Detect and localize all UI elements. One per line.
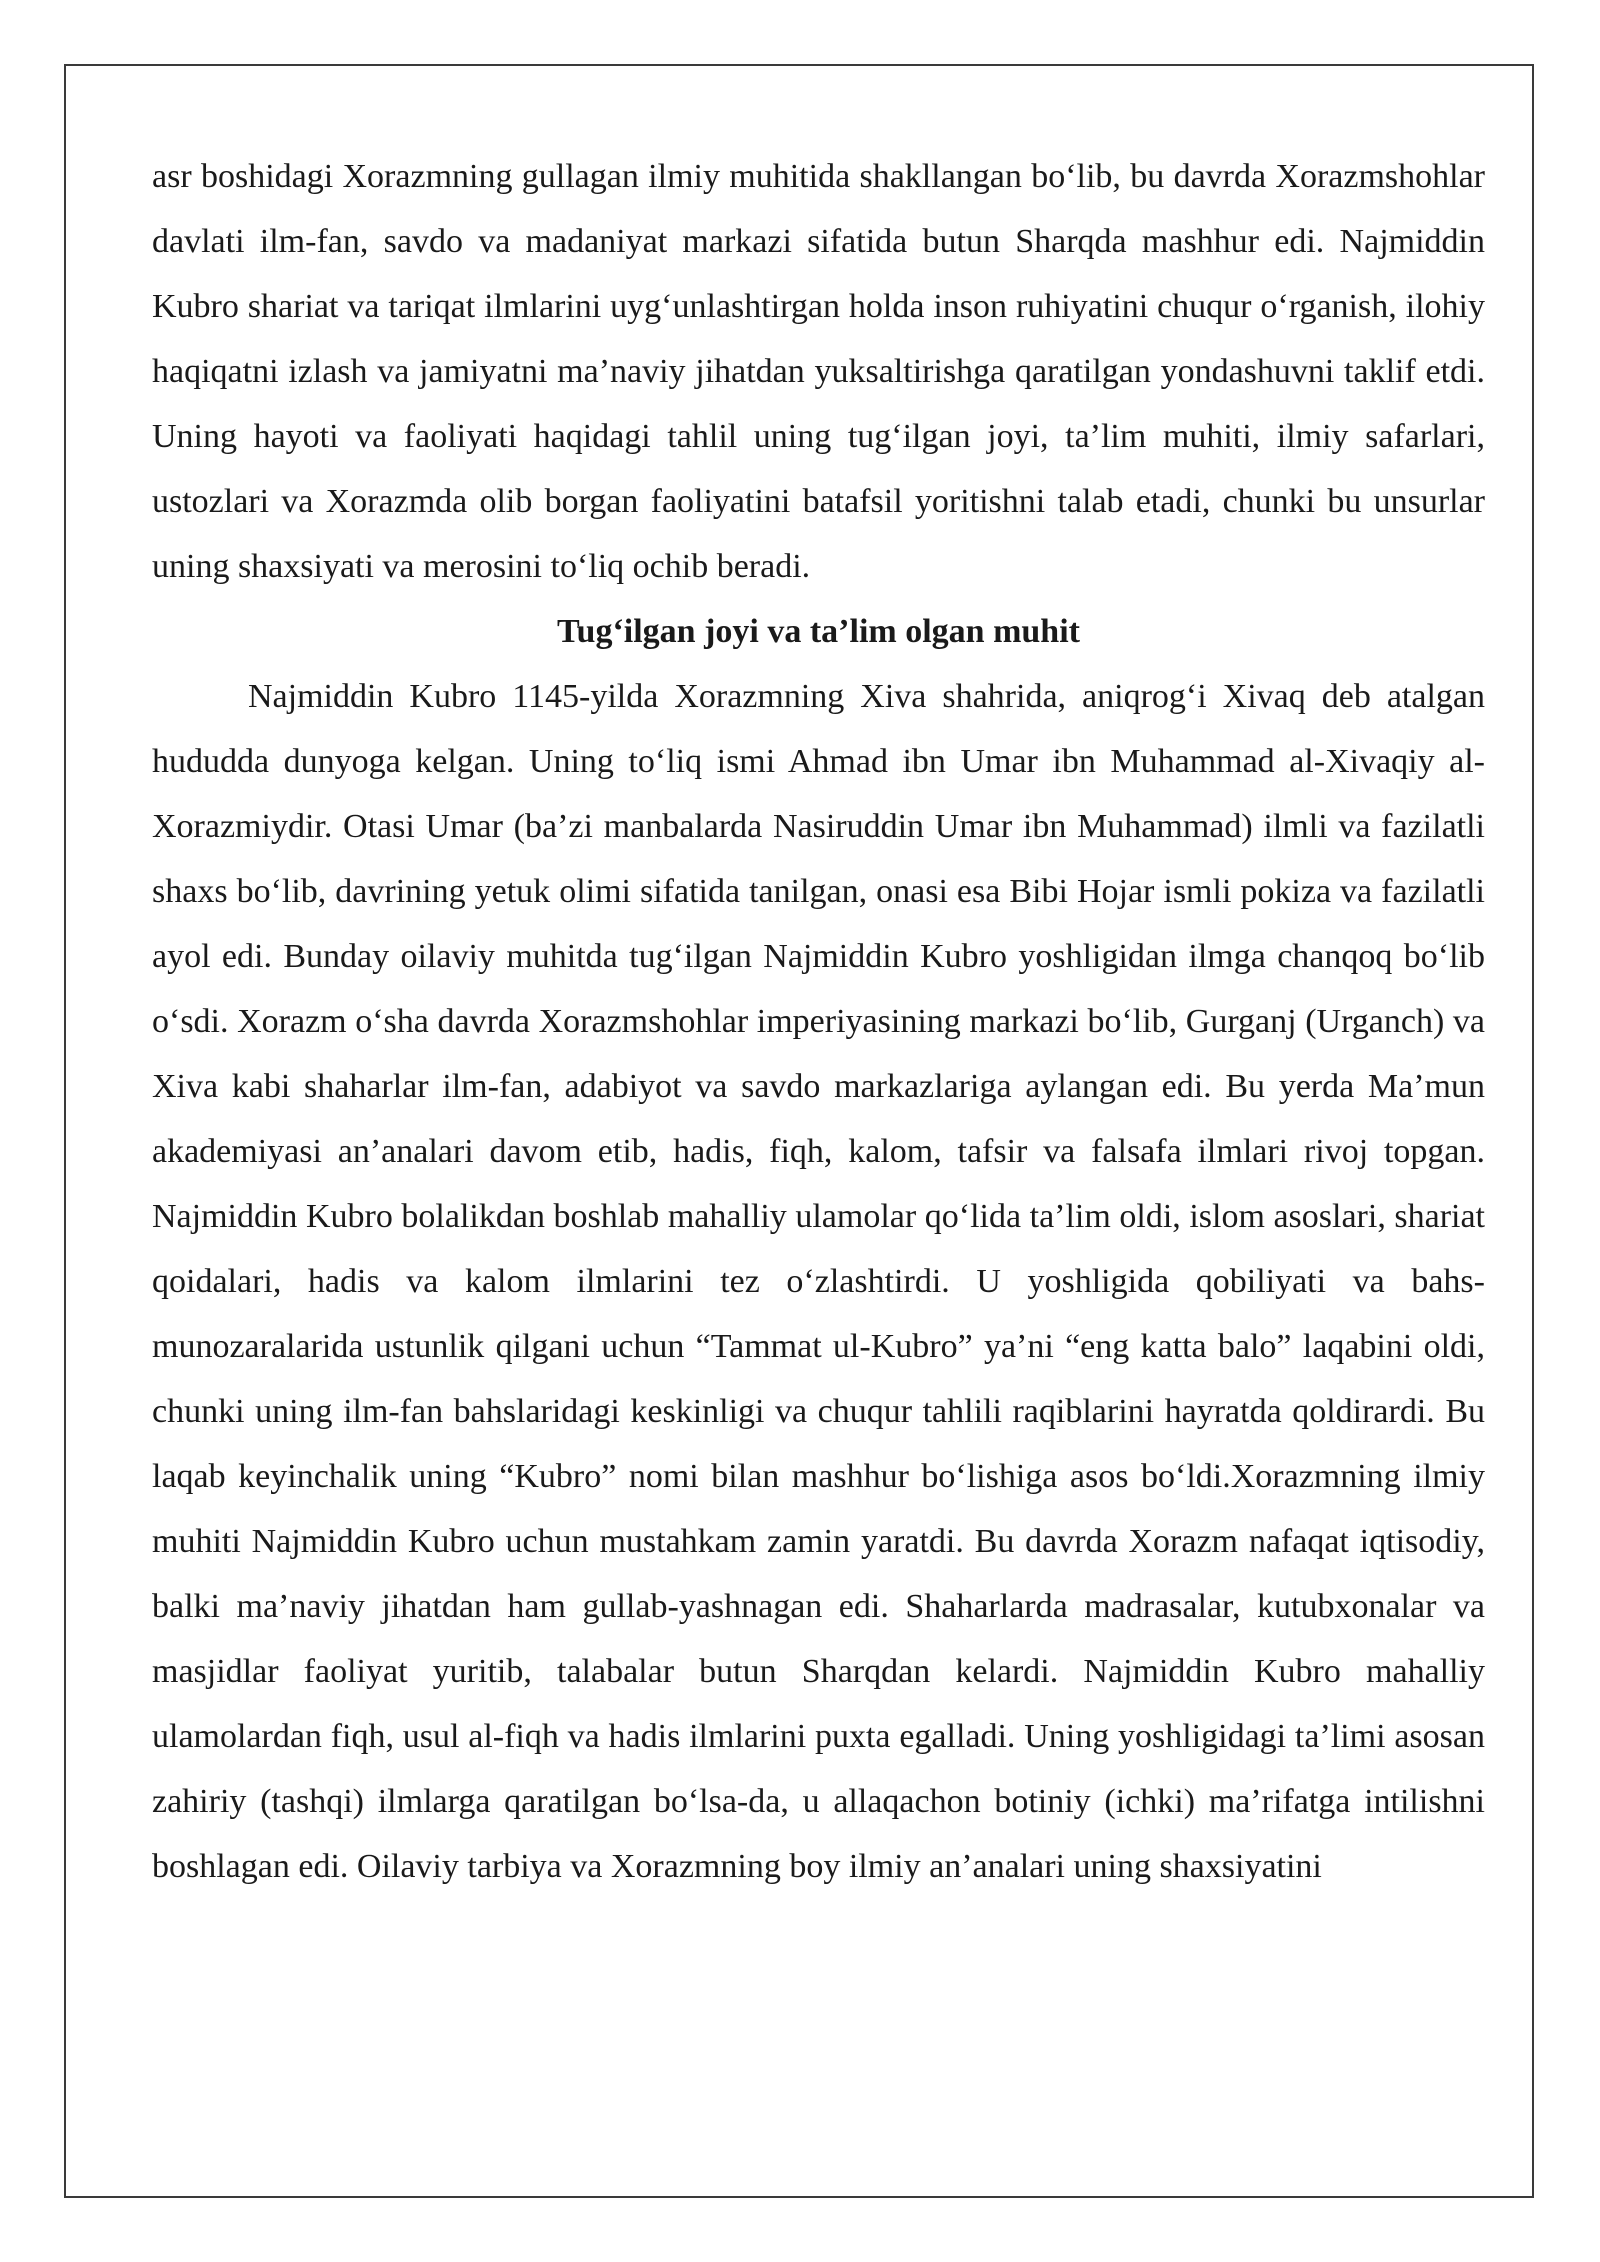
paragraph-birthplace: Najmiddin Kubro 1145-yilda Xorazmning Xiva shahrida, aniqrog‘i Xivaq deb atalgan hududda dunyoga kelgan. Uning to‘liq ismi Ahmad ibn Umar ibn Muhammad al-Xivaqiy al-Xorazmiydir. Otasi Umar (ba’zi manbalarda Nasiruddin Umar ibn Muhammad) ilmli va fazilatli shaxs bo‘lib, davrining yetuk olimi sifatida tanilgan, onasi esa Bibi Hojar ismli pokiza va fazilatli ayol edi. Bunday oilaviy muhitda tug‘ilgan Najmiddin Kubro yoshligidan ilmga chanqoq bo‘lib o‘sdi. Xorazm o‘sha davrda Xorazmshohlar imperiyasining markazi bo‘lib, Gurganj (Urganch) va Xiva kabi shaharlar ilm-fan, adabiyot va savdo markazlariga aylangan edi. Bu yerda Ma’mun akademiyasi an’analari davom etib, hadis, fiqh, kalom, tafsir va falsafa ilmlari rivoj topgan. Najmiddin Kubro bolalikdan boshlab mahalliy ulamolar qo‘lida ta’lim oldi, islom asoslari, shariat qoidalari, hadis va kalom ilmlarini tez o‘zlashtirdi. U yoshligida qobiliyati va bahs-munozaralarida ustunlik qilgani uchun “Tammat ul-Kubro” ya’ni “eng katta balo” laqabini oldi, chunki uning ilm-fan bahslaridagi keskinligi va chuqur tahlili raqiblarini hayratda qoldirardi. Bu laqab keyinchalik uning “Kubro” nomi bilan mashhur bo‘lishiga asos bo‘ldi.Xorazmning ilmiy muhiti Najmiddin Kubro uchun mustahkam zamin yaratdi. Bu davrda Xorazm nafaqat iqtisodiy, balki ma’naviy jihatdan ham gullab-yashnagan edi. Shaharlarda madrasalar, kutubxonalar va masjidlar faoliyat yuritib, talabalar butun Sharqdan kelardi. Najmiddin Kubro mahalliy ulamolardan fiqh, usul al-fiqh va hadis ilmlarini puxta egalladi. Uning yoshligidagi ta’limi asosan zahiriy (tashqi) ilmlarga qaratilgan bo‘lsa-da, u allaqachon botiniy (ichki) ma’rifatga intilishni boshlagan edi. Oilaviy tarbiya va Xorazmning boy ilmiy an’analari uning shaxsiyatini — [152, 678, 1485, 1885]
section-heading: Tug‘ilgan joyi va ta’lim olgan muhit — [557, 613, 1080, 650]
document-body — [152, 144, 1485, 1899]
paragraph-intro-continuation: asr boshidagi Xorazmning gullagan ilmiy muhitida shakllangan bo‘lib, bu davrda Xorazmshohlar davlati ilm-fan, savdo va madaniyat markazi sifatida butun Sharqda mashhur edi. Najmiddin Kubro shariat va tariqat ilmlarini uyg‘unlashtirgan holda inson ruhiyatini chuqur o‘rganish, ilohiy haqiqatni izlash va jamiyatni ma’naviy jihatdan yuksaltirishga qaratilgan yondashuvni taklif etdi. Uning hayoti va faoliyati haqidagi tahlil uning tug‘ilgan joyi, ta’lim muhiti, ilmiy safarlari, ustozlari va Xorazmda olib borgan faoliyatini batafsil yoritishni talab etadi, chunki bu unsurlar uning shaxsiyati va merosini to‘liq ochib beradi. — [152, 158, 1485, 585]
